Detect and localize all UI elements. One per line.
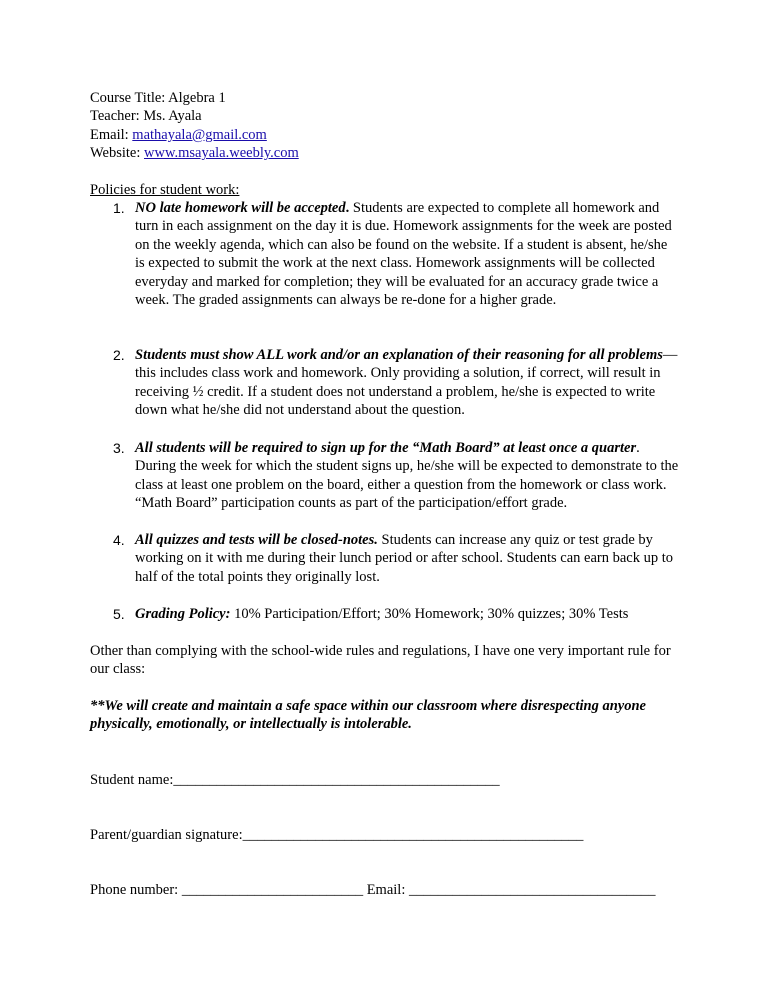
policy-lead: All quizzes and tests will be closed-notes. bbox=[135, 532, 378, 548]
policy-number: 1. bbox=[113, 200, 125, 216]
policies-title: Policies for student work: bbox=[90, 182, 240, 198]
student-name-line: Student name:_____________________________________________ bbox=[90, 772, 500, 788]
policy-text: 10% Participation/Effort; 30% Homework; 30% quizzes; 30% Tests bbox=[230, 606, 629, 622]
policy-text: Students can increase any quiz or test grade by working on it with me during their lunch period or after school. Students can earn back up to half of the total points they originally lost. bbox=[135, 532, 673, 585]
policy-item-1 bbox=[113, 199, 680, 309]
policy-lead: All students will be required to sign up for the “Math Board” at least once a quarter bbox=[135, 440, 637, 456]
phone-email-line: Phone number: _________________________ Email: __________________________________ bbox=[90, 882, 656, 898]
policy-lead: NO late homework will be accepted bbox=[135, 200, 346, 216]
policy-item-2 bbox=[113, 346, 680, 420]
policy-item-3 bbox=[113, 439, 680, 513]
policy-lead-tail: . bbox=[345, 200, 350, 216]
policy-number: 5. bbox=[113, 606, 125, 622]
policy-item-5 bbox=[113, 605, 680, 623]
website-label: Website: bbox=[90, 145, 144, 162]
policy-lead: Grading Policy: bbox=[135, 606, 231, 622]
other-rules-paragraph: Other than complying with the school-wide rules and regulations, I have one very important rule for our class: bbox=[90, 643, 671, 678]
policy-lead: Students must show ALL work and/or an explanation of their reasoning for all problems bbox=[135, 347, 663, 363]
email-label: Email: bbox=[90, 126, 133, 143]
policy-number: 3. bbox=[113, 440, 125, 456]
policy-text: —this includes class work and homework. Only providing a solution, if correct, will result in receiving ½ credit. If a student does not understand a problem, he/she is expected to write down what he/she did not understand about the question. bbox=[135, 347, 678, 419]
policy-text: Students are expected to complete all homework and turn in each assignment on the day it is due. Homework assignments for the week are posted on the weekly agenda, which can also be found on the website. If a student is absent, he/she is expected to submit the work at the next class. Homework assignments will be collected everyday and marked for completion; they will be evaluated for an accuracy grade twice a week. The graded assignments can always be re-done for a higher grade. bbox=[135, 200, 672, 309]
email-line bbox=[90, 126, 299, 144]
teacher-line: Teacher: Ms. Ayala bbox=[90, 108, 202, 125]
class-rule: **We will create and maintain a safe space within our classroom where disrespecting anyone physically, emotionally, or intellectually is intolerable. bbox=[90, 698, 646, 733]
policy-item-4 bbox=[113, 531, 680, 586]
course-header bbox=[90, 89, 299, 163]
email-link[interactable]: mathayala@gmail.com bbox=[132, 126, 267, 143]
website-link[interactable]: www.msayala.weebly.com bbox=[144, 145, 299, 162]
policy-number: 2. bbox=[113, 347, 125, 363]
policy-number: 4. bbox=[113, 532, 125, 548]
parent-signature-line: Parent/guardian signature:_______________________________________________ bbox=[90, 827, 584, 843]
course-title: Course Title: Algebra 1 bbox=[90, 90, 226, 106]
website-line bbox=[90, 144, 299, 162]
policy-text: . During the week for which the student signs up, he/she will be expected to demonstrate to the class at least one problem on the board, either a question from the homework or class work. “Math Board” participation counts as part of the participation/effort grade. bbox=[135, 440, 679, 512]
